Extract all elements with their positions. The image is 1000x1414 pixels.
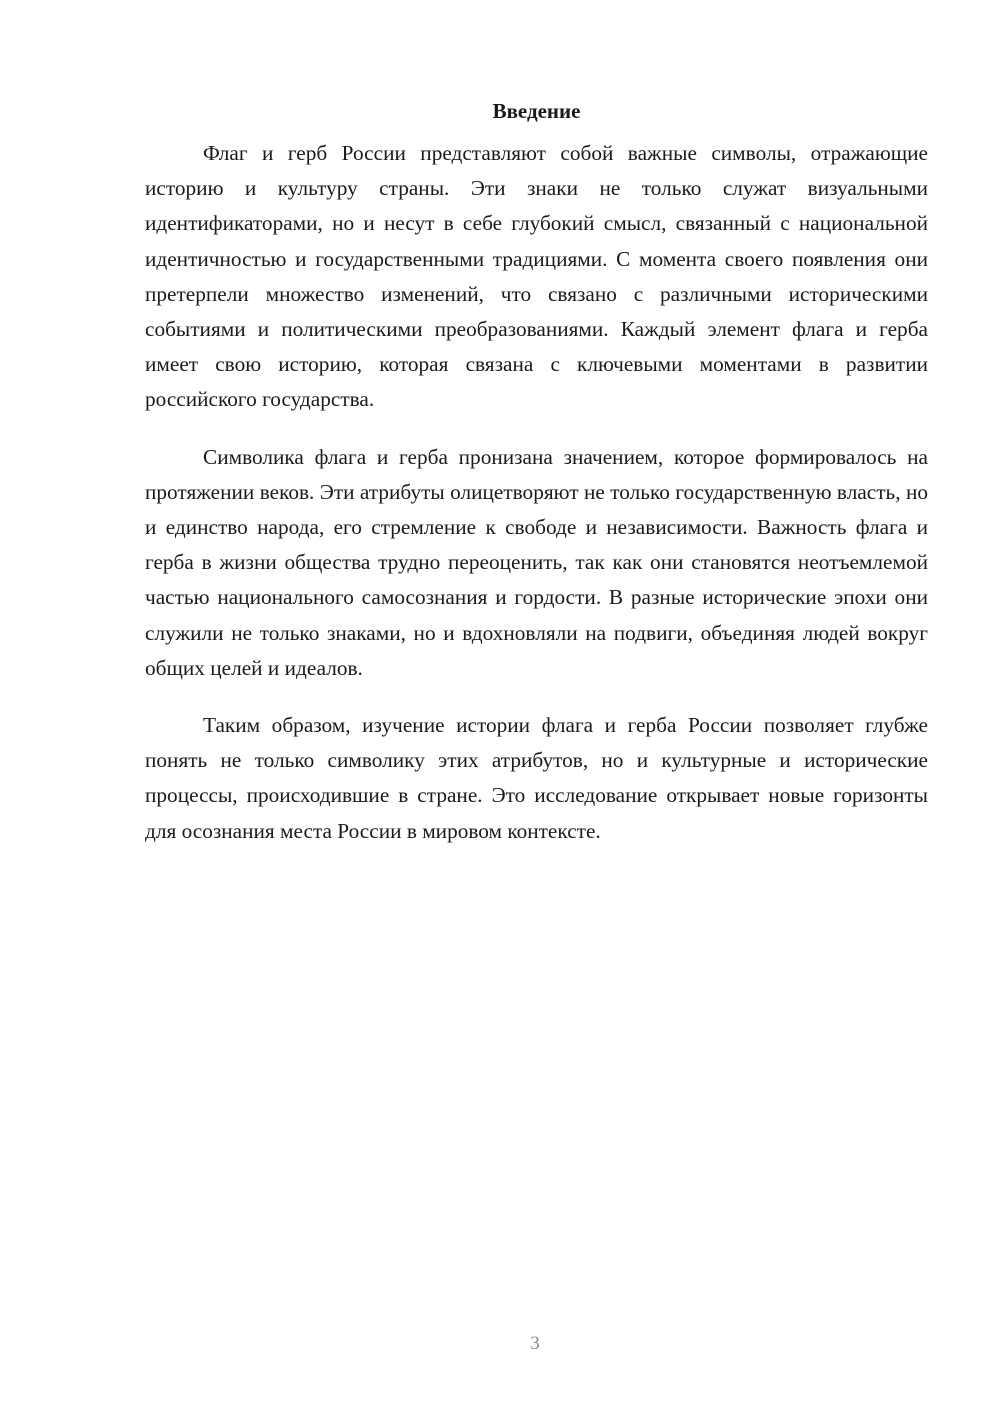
section-heading: Введение <box>492 99 581 123</box>
page-content <box>145 96 928 871</box>
page-number: 3 <box>530 1333 540 1354</box>
paragraph-intro: Флаг и герб России представляют собой важные символы, отражающие историю и культуру страны. Эти знаки не только служат визуальными идентификаторами, но и несут в себе глубокий смысл, связанный с национальной идентичностью и государственными традициями. С момента своего появления они претерпели множество изменений, что связано с различными историческими событиями и политическими преобразованиями. Каждый элемент флага и герба имеет свою историю, которая связана с ключевыми моментами в развитии российского государства. <box>145 141 928 412</box>
paragraph-conclusion: Таким образом, изучение истории флага и герба России позволяет глубже понять не только символику этих атрибутов, но и культурные и исторические процессы, происходившие в стране. Это исследование открывает новые горизонты для осознания места России в мировом контексте. <box>145 713 928 843</box>
paragraph-symbolism: Символика флага и герба пронизана значением, которое формировалось на протяжении веков. Эти атрибуты олицетворяют не только государственную власть, но и единство народа, его стремление к свободе и независимости. Важность флага и герба в жизни общества трудно переоценить, так как они становятся неотъемлемой частью национального самосознания и гордости. В разные исторические эпохи они служили не только знаками, но и вдохновляли на подвиги, объединяя людей вокруг общих целей и идеалов. <box>145 444 928 680</box>
